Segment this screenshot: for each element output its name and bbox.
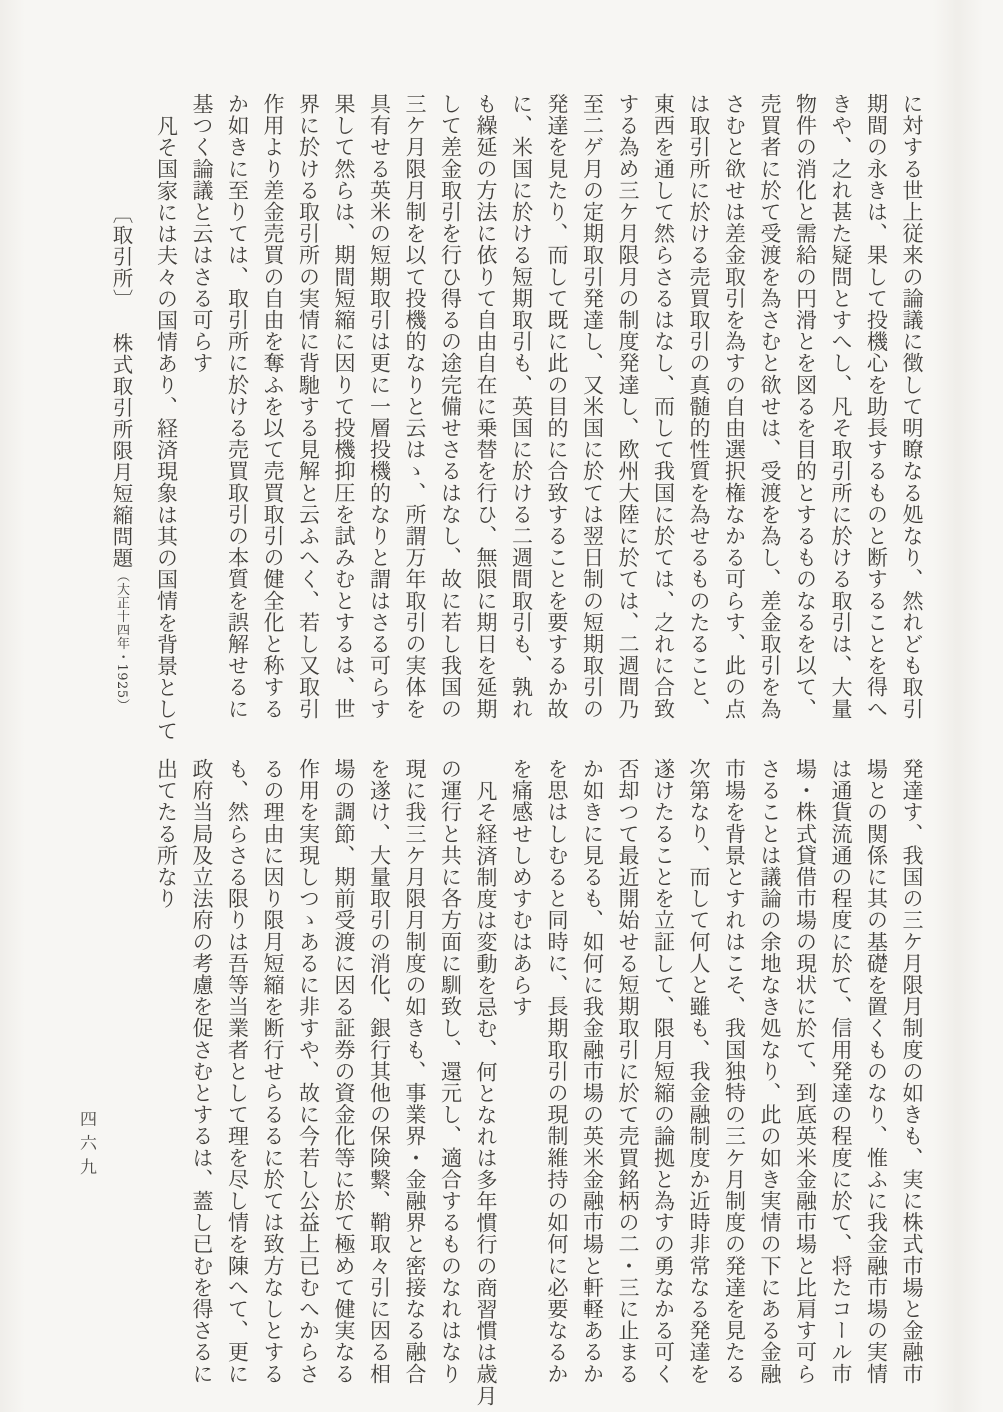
text-line: 次第なり、而して何人と雖も、我金融制度か近時非常なる発達を (687, 758, 711, 1385)
text-line: 出てたる所なり (154, 758, 179, 910)
article-title: 株式取引所限月短縮問題 (109, 332, 133, 569)
text-line: を遂け、大量取引の消化、銀行其他の保険繋、鞘取々引に因る相 (367, 758, 392, 1385)
text-line: は通貨流通の程度に於て、信用発達の程度に於て、将たコール市 (829, 758, 853, 1385)
text-line: 現に我三ケ月限月制度の如きも、事業界・金融界と密接なる融合 (403, 758, 427, 1385)
text-line: 場との関係に其の基礎を置くものなり、惟ふに我金融市場の実情 (864, 758, 889, 1385)
source-label: 〔取引所〕 (109, 203, 133, 311)
text-line: 至二ゲ月の定期取引発達し、又米国に於ては翌日制の短期取引の (580, 93, 605, 720)
text-line: を思はしむると同時に、長期取引の現制維持の如何に必要なるか (545, 758, 569, 1385)
text-line: 場・株式貸借市場の現状に於て、到底英米金融市場と比肩す可ら (793, 758, 818, 1385)
text-line: に、米国に於ける短期取引も、英国に於ける二週間取引も、孰れ (509, 93, 534, 720)
text-line: に対する世上従来の論議に徴して明瞭なる処なり、然れども取引 (900, 93, 924, 720)
text-line: を痛感せしめすむはあらす (509, 758, 534, 1018)
text-line: さむと欲せは差金取引を為すの自由選択権なかる可らす、此の点 (722, 93, 747, 720)
text-line: 界に於ける取引所の実情に背馳する見解と云ふへく、若し又取引 (296, 93, 321, 720)
text-line: 場の調節、期前受渡に因る証券の資金化等に於て極めて健実なる (332, 758, 356, 1385)
text-line: 期間の永きは、果して投機心を助長するものと断することを得へ (864, 93, 889, 720)
text-line: か如きに見るも、如何に我金融市場の英米金融市場と軒軽あるか (580, 758, 605, 1385)
text-line: さることは議論の余地なき処なり、此の如き実情の下にある金融 (758, 758, 782, 1385)
text-line: 発達す、我国の三ケ月限月制度の如きも、実に株式市場と金融市 (900, 758, 924, 1385)
text-line: るの理由に因り限月短縮を断行せらるるに於ては致方なしとする (261, 758, 285, 1385)
text-line: 作用を実現しつゝあるに非すや、故に今若し公益上已むへからさ (296, 758, 321, 1385)
text-line: 基つく論議と云はさる可らす (190, 93, 214, 374)
text-line: 東西を通して然らさるはなし、而して我国に於ては、之れに合致 (651, 93, 676, 720)
text-line: の運行と共に各方面に馴致し、還元し、適合するものなれはなり (438, 758, 463, 1385)
text-line: 否却つて最近開始せる短期取引に於て売買銘柄の二・三に止まる (616, 758, 640, 1385)
text-line: は取引所に於ける売買取引の真髄的性質を為せるものたること、 (687, 93, 711, 720)
text-line: して差金取引を行ひ得るの途完備せさるはなし、故に若し我国の (438, 93, 463, 720)
page-number: 四六九 (76, 1110, 96, 1182)
text-line: きや、之れ甚た疑問とすへし、凡そ取引所に於ける取引は、大量 (829, 93, 853, 720)
text-line: 三ケ月限月制を以て投機的なりと云はゝ、所謂万年取引の実体を (403, 93, 427, 720)
article-title-column (102, 93, 140, 713)
top-text-block (92, 93, 929, 742)
article-date: （大正十四年・1925） (114, 569, 129, 713)
text-line: か如きに至りては、取引所に於ける売買取引の本質を誤解せるに (225, 93, 250, 720)
text-line: 物件の消化と需給の円滑とを図るを目的とするものなるを以て、 (793, 93, 818, 720)
text-line: 凡そ経済制度は変動を忌む、何となれは多年慣行の商習慣は歳月 (474, 780, 498, 1407)
text-line: 果して然らは、期間短縮に因りて投機抑圧を試みむとするは、世 (332, 93, 356, 720)
text-line: 具有せる英米の短期取引は更に一層投機的なりと謂はさる可らす (367, 93, 392, 720)
text-line: 作用より差金売買の自由を奪ふを以て売買取引の健全化と称する (261, 93, 285, 720)
text-line: 政府当局及立法府の考慮を促さむとするは、蓋し已むを得さるに (190, 758, 214, 1385)
text-line: も繰延の方法に依りて自由自在に乗替を行ひ、無限に期日を延期 (474, 93, 498, 720)
text-line: 市場を背景とすれはこそ、我国独特の三ケ月制度の発達を見たる (722, 758, 747, 1385)
text-line: する為め三ケ月限月の制度発達し、欧州大陸に於ては、二週間乃 (616, 93, 640, 720)
text-line: 発達を見たり、而して既に此の目的に合致することを要するか故 (545, 93, 569, 720)
title-gap (120, 311, 122, 333)
text-line: も、然らさる限りは吾等当業者として理を尽し情を陳へて、更に (225, 758, 250, 1385)
bottom-text-block (148, 758, 929, 1407)
text-line: 遂けたることを立証して、限月短縮の論拠と為すの勇なかる可く (651, 758, 676, 1385)
text-line: 凡そ国家には夫々の国情あり、経済現象は其の国情を背景として (154, 115, 179, 742)
text-line: 売買者に於て受渡を為さむと欲せは、受渡を為し、差金取引を為 (758, 93, 782, 720)
